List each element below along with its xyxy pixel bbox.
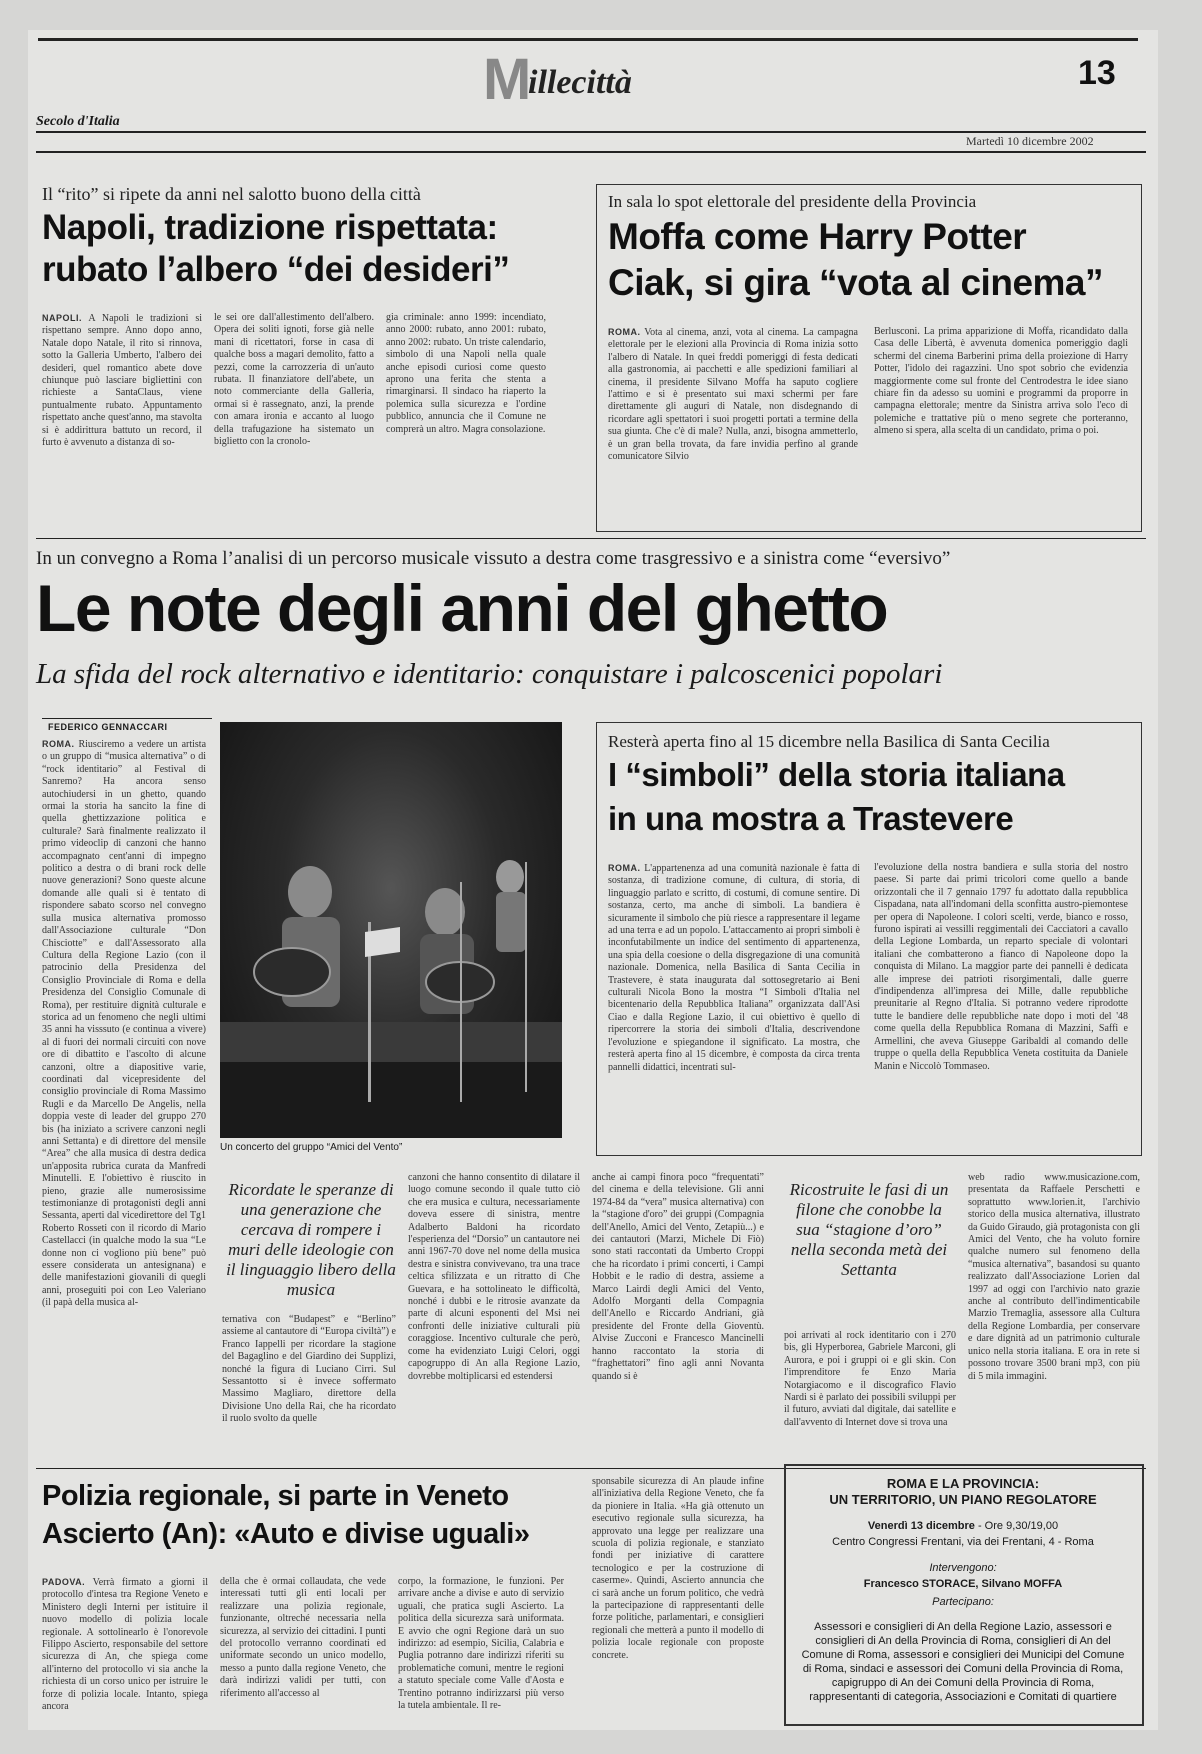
polizia-column-3: corpo, la formazione, le funzioni. Per arrivare anche a divise e auto di servizio uguali, che pratica sugli Ascierto. La politica della sicurezza sarà uniformata. E avvio che ogni Regione darà un suo indirizzo: ad esempio, Sicilia, Calabria e Puglia potranno dare indirizzi riferiti su problematiche comuni, mentre le regioni a statuto speciale come Valle d'Aosta e Trentino potranno indirizzarsi più verso la tutela ambientale. Il re- [398, 1576, 564, 1712]
event-partecipano-label: Partecipano: [932, 1596, 994, 1608]
ghetto-text-1: Riusciremo a vedere un artista o un gruppo di “musica alternativa” o di “rock identitario” al Festival di Sanremo? Ha ancora senso autochiudersi in un ghetto, quando ormai la storia ha sancito la fine di quella ghettizzazione politica e culturale? Sarà finalmente realizzato il primo videoclip di canzoni che hanno accompagnato cent'anni di impegno politico a destra o di brani rock delle nuove generazioni? Sono queste alcune domande alle quali si è tentato di rispondere sabato scorso nel convegno sulla musica alternativa promosso dall'Associazione culturale “Don Chisciotte” e dall'Assessorato alla Cultura della Regione Lazio (con il patrocinio della Presidenza del Consiglio Provinciale di Roma e della Presidenza del Consiglio Comunale di Roma), per restituire dignità culturale e storica ad un fenomeno che negli ultimi 35 anni ha visssuto (e continua a vivere) al di fuori dei normali circuiti con nove ore di dibattito e l'ascolto di alcune canzoni, oltre a diapositive varie, coordinati dal vicepresidente del consiglio provinciale di Roma Massimo Rugli e da Marcello De Angelis, nella doppia veste di leader del gruppo 270 bis (ha iniziato a scrivere canzoni negli anni Settanta) e di direttore del mensile “Area” che alla musica di destra dedica un'apposita rubrica curata da Manfredi Minutelli. E l'obiettivo è riuscito in pieno, grazie alle numerosissime testimonianze di protagonisti degli anni Sessanta, aperti dal vicedirettore del Tg1 Roberto Rosseti con il ricordo di Mario Castellacci (in qualche modo la sua “Le donne non ci vogliono più bene” può essere considerata un antesignana) e delle manifestazioni giovanili di quegli anni, proseguiti poi con Leo Valeriano (il papà della musica al- [42, 739, 206, 1309]
simboli-dateline: ROMA. [608, 863, 641, 873]
top-rule [38, 38, 1138, 41]
section-name: illecittà [528, 64, 632, 101]
napoli-text-1: A Napoli le tradizioni si rispettano sempre. Anno dopo anno, Natale dopo Natale, il rito si rinnova, sotto la Galleria Umberto, l'albero dei desideri, quel romantico abete dove chiunque può lasciare bigliettini con richieste a SantaClaus, viene puntualmente rubato. Appuntamento rispettato anche quest'anno, ma stavolta si è addirittura battuto un record, il furto è avvenuto a distanza di so- [42, 313, 202, 449]
moffa-column-1 [608, 326, 858, 522]
napoli-column-1 [42, 312, 202, 492]
simboli-column-2: l'evoluzione della nostra bandiera e sulla storia del nostro paese. Si parte dai primi tricolori come quello a bande orizzontali che il 7 gennaio 1797 fu adottato dalla repubblica Cispadana, nata all'indomani della sconfitta austro-piemontese per opera di Napoleone. I colori scelti, verde, bianco e rosso, furono ispirati ai vessilli reggimentali dei Cacciatori a cavallo della Legione Lombarda, un reparto speciale di volontari italiani che combatterono a fianco di Napoleone dopo la conquista di Milano. La maggior parte dei pannelli è dedicata alle imprese dei patrioti risorgimentali, dalle guerre d'indipendenza all'impresa dei Mille, dalle repubbliche preunitarie al Regno d'Italia. Si potranno vedere riprodotte tutte le bandiere delle repubbliche nate dopo i moti del '48 come quella della Repubblica Romana di Mazzini, Saffi e Armellini, che aveva Giuseppe Garibaldi al comando delle truppe o quella della Repubblica Veneta costituita da Daniele Manin e Niccolò Tommaseo. [874, 862, 1128, 1072]
polizia-headline-2: Ascierto (An): «Auto e divise uguali» [42, 1518, 530, 1550]
ghetto-column-1 [42, 738, 206, 1460]
event-participants: Assessori e consiglieri di An della Regione Lazio, assessori e consiglieri di An della Provincia di Roma, consiglieri di An del Comune di Roma, assessori e consiglieri dei Municipi del Comune di Roma, sindaci e assessori dei Comuni della Provincia di Roma, capigruppo di An dei Comuni della Provincia di Roma, rappresentanti di categoria, Associazioni e Comitati di quartiere [801, 1621, 1125, 1703]
ghetto-column-3: canzoni che hanno consentito di dilatare il luogo comune secondo il quale tutto ciò che era musica e cultura, necessariamente doveva essere di sinistra, mentre Adalberto Baldoni ha ricordato l'esperienza del “Dorsio” un cantautore nei anni 1967-70 dove nel nome della musica destra e sinistra convivevano, tra una trace celtica sfilizzata e un ritratto di Che Guevara, e ha sottolineato le difficoltà, nonché i dubbi e le ritrosie avanzate da parte di alcuni esponenti del Msi nei confronti delle iniziative culturali più coraggiose. Incentivo culturale che però, come ha evidenziato Luigi Celori, oggi capogruppo di An alla Regione Lazio, dovrebbe moltiplicarsi ed estendersi [408, 1172, 580, 1382]
ghetto-column-2: ternativa con “Budapest” e “Berlino” assieme al cantautore di “Europa civiltà”) e Franco Iappelli per ricordare la stagione del Bagaglino e del Giardino dei Supplizi, nonché la figura di Luciano Cirri. Sul Sessantotto si è invece soffermato Massimo Magliaro, direttore della Divisione Uno della Rai, che ha ricordato il ruolo svolto da quelle [222, 1314, 396, 1425]
polizia-column-4: sponsabile sicurezza di An plaude infine all'iniziativa della Regione Veneto, che fa da pioniere in Italia. «Ha già ottenuto un esecutivo regionale sulla sicurezza, ha approvato una legge per realizzare una scuola di polizia regionale, e stanziato fondi per iniziative di carattere tecnologico e per la costruzione di caserme». Quindi, Ascierto annuncia che ci sarà anche un forum politico, che vedrà la partecipazione di rappresentanti delle forze politiche, parlamentari, e consiglieri regionali che metterà a punto il modello di polizia locale regionale con proposte concrete. [592, 1476, 764, 1661]
ghetto-column-4: anche ai campi finora poco “frequentati” del cinema e della televisione. Gli anni 1974-84 da “vera” musica alternativa) con la “stagione d'oro” dei gruppi (Compagnia dell'Anello, Amici del Vento, Zetapiù...) e dei cantautori (Marzi, Michele Di Fiò) sono stati raccontati da Umberto Croppi che ha ricordato i primi concerti, i Campi Hobbit e le radio di destra, assieme a Marco Lairdi degli Amici del Vento, Adolfo Morganti della Compagnia dell'Anello e Riccardo Andriani, già presidente del Fronte della Gioventù. Alvise Zucconi e Francesco Mancinelli hanno raccontato la storia di “fraghettatori” fino agli anni Novanta quando si è [592, 1172, 764, 1382]
moffa-headline-1: Moffa come Harry Potter [608, 216, 1027, 257]
moffa-text-1: Vota al cinema, anzi, vota al cinema. La campagna elettorale per le elezioni alla Provincia di Roma inizia sotto l'albero di Natale. In quei freddi pomeriggi di festa dedicati alla gastronomia, ai pacchetti e alle spedizioni familiari al cinema, il presidente Silvano Moffa ha saputo cogliere l'attimo e si è presentato sui maxi schermi per fare direttamente gli auguri di Natale, non disdegnando di ricordare agli spettatori i suoi progetti portati a termine della sua giunta. Che c'è di male? Nulla, anzi, bisogna ammetterlo, è un gran bella trovata, da fare invidia perfino al grande comunicatore Silvio [608, 327, 858, 463]
ghetto-headline: Le note degli anni del ghetto [36, 571, 888, 645]
moffa-kicker: In sala lo spot elettorale del presidente della Provincia [608, 192, 977, 211]
event-title-1: ROMA E LA PROVINCIA: [886, 1476, 1040, 1491]
ghetto-byline: FEDERICO GENNACCARI [48, 722, 168, 732]
section-initial: M [483, 47, 532, 112]
ghetto-kicker: In un convegno a Roma l’analisi di un percorso musicale vissuto a destra come trasgressivo e a sinistra come “eversivo” [36, 548, 951, 569]
polizia-column-1 [42, 1576, 208, 1720]
napoli-column-2: le sei ore dall'allestimento dell'albero. Opera dei soliti ignoti, forse già nelle mani di ricettatori, forse in casa di qualche boss a magari demolito, fatto a pezzi, come la carrozzeria di un'auto rubata. Il finanziatore dell'abete, un noto commerciante della Galleria, ormai si è rassegnato, anzi, la prende con amara ironia e accanto al luogo della trafugazione ha sistemato un biglietto con la cronolo- [214, 312, 374, 448]
event-speakers: Francesco STORACE, Silvano MOFFA [863, 1578, 1063, 1590]
event-date-hours: - Ore 9,30/19,00 [974, 1520, 1059, 1532]
ghetto-subhead: La sfida del rock alternativo e identitario: conquistare i palcoscenici popolari [36, 658, 943, 690]
paper-name: Secolo d'Italia [36, 114, 120, 129]
pull-quote-right: Ricostruite le fasi di un filone che conobbe la sua “stagione d’oro” nella seconda metà dei Settanta [789, 1180, 949, 1279]
newspaper-page [28, 30, 1158, 1730]
ghetto-dateline: ROMA. [42, 739, 75, 749]
ghetto-column-5: poi arrivati al rock identitario con i 270 bis, gli Hyperborea, Gabriele Marconi, gli Aurora, e poi i gruppi oi e gli skin. Con l'imprenditore fe Enzo Maria Notargiacomo e il discografico Flavio Nardi si è parlato dei possibili sviluppi per il futuro, avviati dal digitale, dai satellite e dall'avvento di Internet dove si trova una [784, 1330, 956, 1428]
masthead-rule-bottom [36, 151, 1146, 153]
napoli-headline-1: Napoli, tradizione rispettata: [42, 208, 498, 247]
issue-date: Martedì 10 dicembre 2002 [966, 134, 1094, 148]
napoli-column-3: gia criminale: anno 1999: incendiato, anno 2000: rubato, anno 2001: rubato, anno 2002: rubato. Un triste calendario, simbolo di una Napoli nella quale anche episodi curiosi come questo aprono una ferita che stenta a rimarginarsi. Il sindaco ha riaperto la polemica sulla sicurezza e l'ordine pubblico, annuncia che il Comune ne comprerà un altro. Magra consolazione. [386, 312, 546, 435]
page-number: 13 [1078, 54, 1116, 92]
byline-rule [42, 718, 212, 719]
simboli-headline-2: in una mostra a Trastevere [608, 800, 1014, 837]
section-title [483, 47, 763, 112]
event-date [788, 1520, 1138, 1532]
napoli-headline-2: rubato l’albero “dei desideri” [42, 250, 510, 289]
concert-photo-image [220, 722, 562, 1138]
event-title-2: UN TERRITORIO, UN PIANO REGOLATORE [829, 1492, 1097, 1507]
moffa-dateline: ROMA. [608, 327, 641, 337]
ghetto-column-6: web radio www.musicazione.com, presentata da Raffaele Perschetti e soprattutto www.lorien.it, l'archivio storico della musica alternativa, illustrato da Guido Giraudo, già protagonista con gli Amici del Vento, che ha voluto fornire qualche numero sul fenomeno della “musica alternativa”, basandosi su quanto realizzato dall'Associazione Lorien dal 1997 ad oggi con l'archivio nato grazie anche al contributo dell'indimenticabile Marzio Tremaglia, assessore alla Cultura della Regione Lombardia, per conservare e dare dignità ad un patrimonio culturale unico nella storia italiana. E ora in rete si possono trovare 3500 brani mp3, con più di 5 mila immagini. [968, 1172, 1140, 1382]
simboli-column-1 [608, 862, 860, 1148]
polizia-headline-1: Polizia regionale, si parte in Veneto [42, 1480, 509, 1512]
polizia-text-1: Verrà firmato a giorni il protocollo d'intesa tra Regione Veneto e Ministero degli Interni per istituire il nuovo modello di polizia locale regionale. A sottolinearlo è l'onorevole Filippo Ascierto, responsabile del settore sicurezza di An, che spiega come all'interno del protocollo vi sia anche la richiesta di un corso unico per istruire le forze di polizia locale. Intanto, spiega ancora [42, 1577, 208, 1713]
pull-quote-left: Ricordate le speranze di una generazione che cercava di rompere i muri delle ideologie con il linguaggio libero della musica [226, 1180, 396, 1299]
moffa-column-2: Berlusconi. La prima apparizione di Moffa, ricandidato dalla Casa delle Libertà, è avvenuta domenica pomeriggio dagli schermi del cinema Barberini prima della proiezione di Harry Potter, l'idolo dei ragazzini. Uno spot sobrio che evidenzia maggiormente come sul fronte del Centrodestra le idee siano chiare fin da adesso su uomini e programmi da proporre in campagna elettorale; mentre da Sinistra arriva solo l'eco di polemiche e trattative più o meno segrete che porteranno, almeno si spera, alla scelta di un candidato, prima o poi. [874, 326, 1128, 437]
event-venue: Centro Congressi Frentani, via dei Frentani, 4 - Roma [832, 1536, 1094, 1548]
napoli-dateline: NAPOLI. [42, 313, 83, 323]
concert-photo [220, 722, 562, 1138]
event-date-day: Venerdì 13 dicembre [867, 1520, 975, 1532]
simboli-headline-1: I “simboli” della storia italiana [608, 756, 1065, 793]
masthead-rule [36, 131, 1146, 133]
simboli-text-1: L'appartenenza ad una comunità nazionale è fatta di sostanza, di tradizione comune, di cultura, di storia, di linguaggio parlato e scritto, di costumi, di comune sentire. Di sostanza, certo, ma anche di simboli. La bandiera è sicuramente il simbolo che più riesce a rappresentare il legame ad una terra e ad un popolo. L'attaccamento ai propri simboli è inconfutabilmente un indice del sentimento di appartenenza, una spia della coesione o della disgregazione di una comunità nazionale. Domenica, nella Basilica di Santa Cecilia in Trastevere, è stata inaugurata dal sottosegretario ai Beni culturali Nicola Bono la mostra “I Simboli d'Italia nel bicentenario della Repubblica Italiana” organizzata dall'Asi Ciao e dalla Regione Lazio, il cui obiettivo è quello di ripercorrere la storia dei simboli d'Italia, descrivendone l'evoluzione e spiegandone il significato. La mostra, che resterà aperta fino al 15 dicembre, è composta da circa trenta pannelli didattici, incentrati sul- [608, 863, 860, 1073]
section-divider [36, 538, 1146, 539]
event-intervengono-label: Intervengono: [929, 1562, 997, 1574]
napoli-kicker: Il “rito” si ripete da anni nel salotto buono della città [42, 184, 421, 204]
photo-caption: Un concerto del gruppo “Amici del Vento” [220, 1142, 403, 1153]
polizia-dateline: PADOVA. [42, 1577, 86, 1587]
polizia-column-2: della che è ormai collaudata, che vede interessati tutti gli enti locali per realizzare una polizia regionale, funzionante, oltreché necessaria nella sicurezza, al servizio dei cittadini. I punti del protocollo verranno coordinati ed uniformate secondo un unico modello, messo a punto dalla regione Veneto, che darà indirizzi validi per tutti, con riferimento all'accesso al [220, 1576, 386, 1699]
moffa-headline-2: Ciak, si gira “vota al cinema” [608, 262, 1103, 303]
simboli-kicker: Resterà aperta fino al 15 dicembre nella Basilica di Santa Cecilia [608, 732, 1050, 751]
